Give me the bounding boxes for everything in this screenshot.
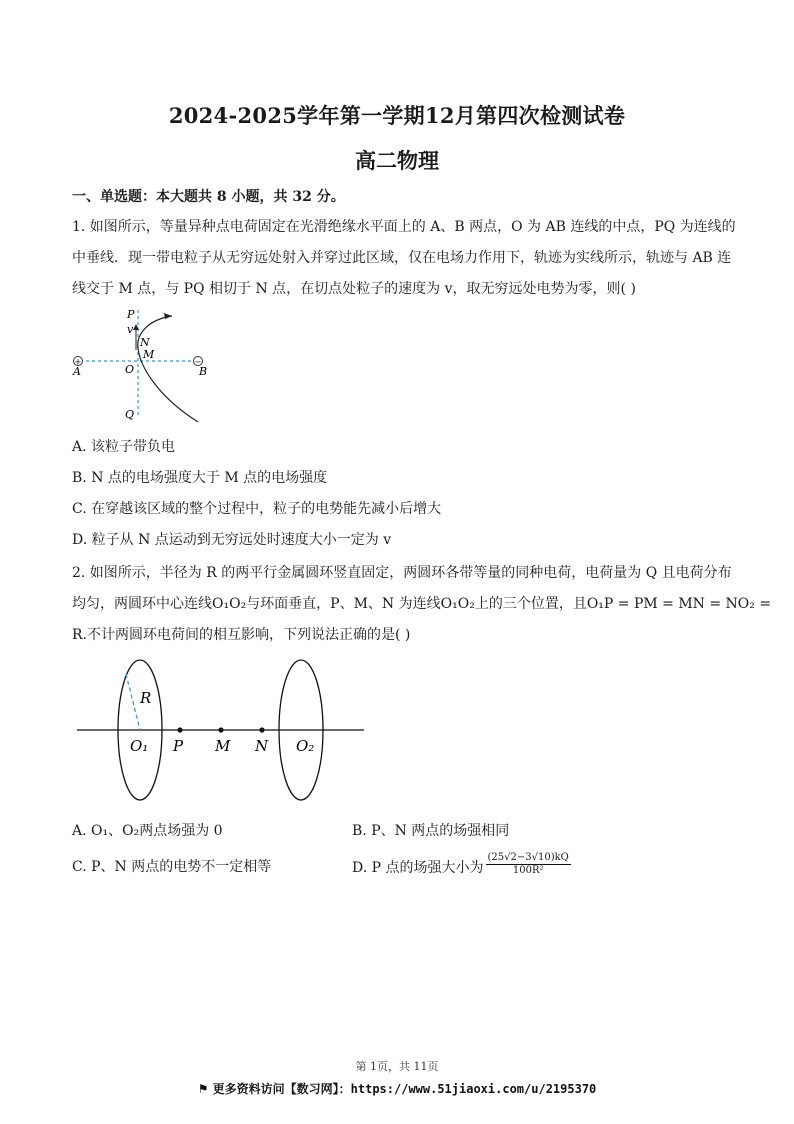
- exam-title: 2024-2025学年第一学期12月第四次检测试卷: [168, 103, 626, 128]
- question-2-line-2: 均匀，两圆环中心连线O₁O₂与环面垂直，P、M、N 为连线O₁O₂上的三个位置，且O₁P = PM = MN = NO₂ =: [72, 596, 772, 612]
- label-o: O: [125, 363, 135, 376]
- fraction-denominator: 100R²: [512, 865, 544, 876]
- label-b: B: [199, 365, 208, 378]
- question-2-option-b[interactable]: B. P、N 两点的场强相同: [352, 823, 510, 839]
- plus-sign: +: [74, 357, 82, 367]
- label-q: Q: [125, 408, 135, 421]
- section-heading: 一、单选题：本大题共 8 小题，共 32 分。: [72, 189, 345, 205]
- question-1-line-1: 1. 如图所示，等量异种点电荷固定在光滑绝缘水平面上的 A、B 两点，O 为 AB 连线的中点，PQ 为连线的: [72, 219, 736, 235]
- label-v: v: [127, 323, 134, 336]
- point-m-dot: [218, 727, 223, 732]
- question-1-line-3: 线交于 M 点，与 PQ 相切于 N 点，在切点处粒子的速度为 v，取无穷远处电势为零，则( ): [72, 281, 636, 297]
- fraction-numerator: (25√2−3√10)kQ: [487, 852, 569, 863]
- question-1-option-c[interactable]: C. 在穿越该区域的整个过程中，粒子的电势能先减小后增大: [72, 501, 442, 517]
- banner-text: 更多资料访问【数习网】：https://www.51jiaoxi.com/u/2195370: [212, 1082, 597, 1096]
- label-o1: O₁: [130, 737, 149, 755]
- flag-icon: ⚑: [197, 1082, 213, 1096]
- question-1-line-2: 中垂线．现一带电粒子从无穷远处射入并穿过此区域，仅在电场力作用下，轨迹为实线所示，轨迹与 AB 连: [72, 250, 732, 266]
- label-m: M: [143, 348, 155, 361]
- trajectory-arrow-icon: [164, 313, 172, 319]
- label-p: P: [127, 308, 135, 321]
- label-n: N: [140, 336, 150, 349]
- trajectory-curve: [138, 316, 198, 422]
- question-2-line-3: R.不计两圆环电荷间的相互影响，下列说法正确的是( ): [72, 627, 411, 643]
- question-2-option-c[interactable]: C. P、N 两点的电势不一定相等: [72, 859, 272, 875]
- question-2-figure: [72, 656, 372, 806]
- footer-banner[interactable]: [0, 1080, 794, 1097]
- question-2-option-a[interactable]: A. O₁、O₂两点场强为 0: [72, 823, 223, 839]
- point-p-dot: [177, 727, 182, 732]
- label-a: A: [73, 365, 81, 378]
- label-r: R: [140, 689, 152, 707]
- option-d-prefix: D. P 点的场强大小为: [352, 859, 484, 876]
- question-2-option-d[interactable]: [352, 852, 571, 877]
- question-2-line-1: 2. 如图所示，半径为 R 的两平行金属圆环竖直固定，两圆环各带等量的同种电荷，电荷量为 Q 且电荷分布: [72, 565, 732, 581]
- label-p: P: [173, 737, 184, 755]
- question-1-stem: [72, 212, 736, 305]
- label-m: M: [215, 737, 231, 755]
- minus-sign: −: [194, 357, 202, 367]
- question-1-option-b[interactable]: B. N 点的电场强度大于 M 点的电场强度: [72, 470, 328, 486]
- label-o2: O₂: [296, 737, 315, 755]
- option-d-fraction: [486, 852, 571, 877]
- page-number: 第 1页，共 11页: [355, 1060, 439, 1073]
- label-n: N: [255, 737, 269, 755]
- question-2-stem: [72, 558, 772, 651]
- radius-dashed-line: [126, 674, 140, 730]
- question-1-figure: [64, 306, 224, 430]
- question-1-option-a[interactable]: A. 该粒子带负电: [72, 439, 176, 455]
- point-n-dot: [259, 727, 264, 732]
- question-1-option-d[interactable]: D. 粒子从 N 点运动到无穷远处时速度大小一定为 v: [72, 532, 392, 548]
- exam-subject: 高二物理: [355, 148, 439, 173]
